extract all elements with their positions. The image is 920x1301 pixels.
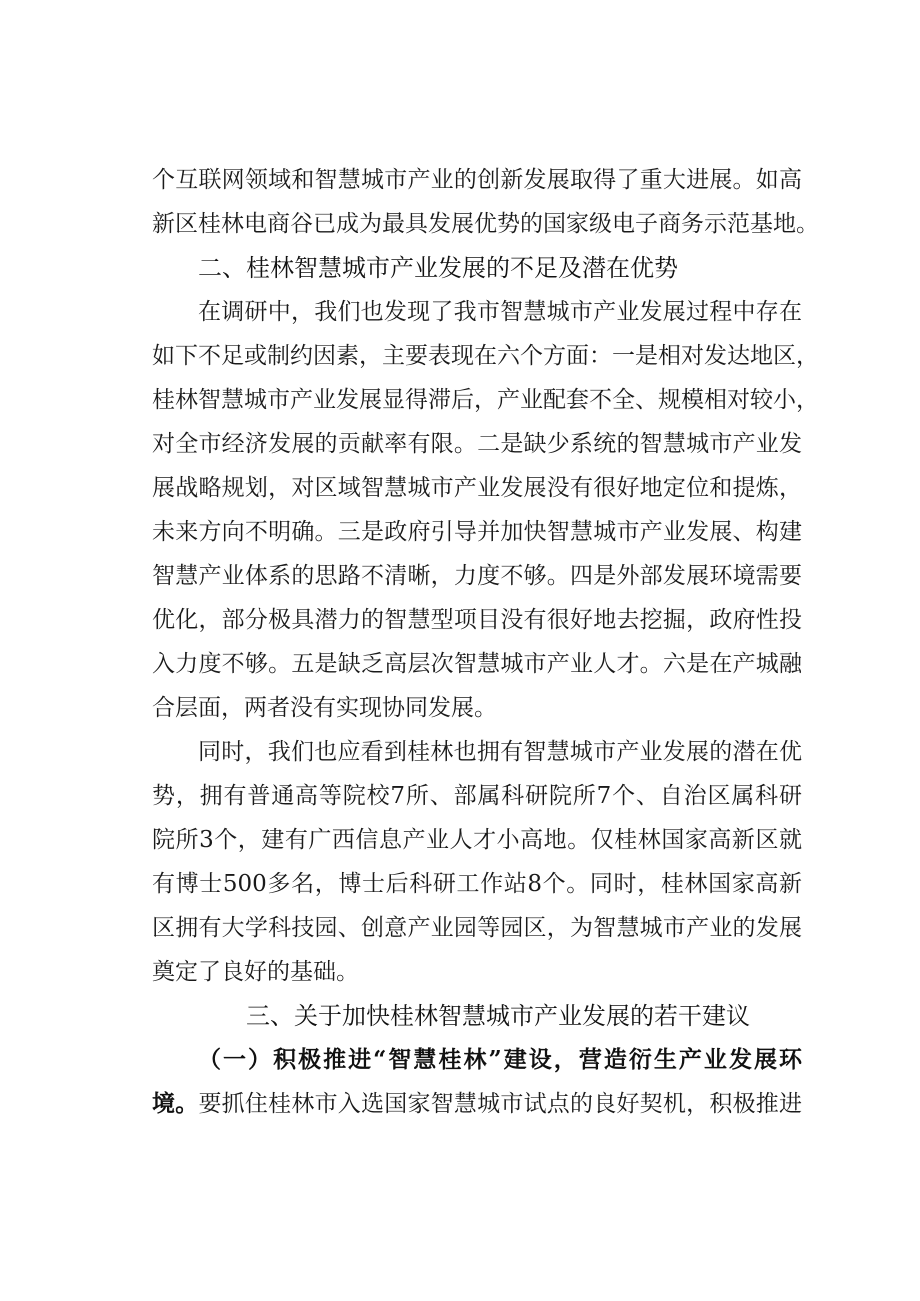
paragraph-line: 院所3个，建有广西信息产业人才小高地。仅桂林国家高新区就	[152, 827, 802, 853]
section-heading: 二、桂林智慧城市产业发展的不足及潜在优势	[198, 254, 678, 282]
paragraph-text: 要抓住桂林市入选国家智慧城市试点的良好契机，积极推进	[198, 1091, 803, 1117]
paragraph-line: 桂林智慧城市产业发展显得滞后，产业配套不全、规模相对较小，	[152, 387, 819, 413]
subsection-heading: （一）积极推进“智慧桂林”建设，营造衍生产业发展环	[198, 1046, 802, 1073]
paragraph-line: 入力度不够。五是缺乏高层次智慧城市产业人才。六是在产城融	[152, 651, 802, 677]
paragraph-line: 奠定了良好的基础。	[152, 959, 359, 985]
paragraph-line: 在调研中，我们也发现了我市智慧城市产业发展过程中存在	[198, 299, 802, 325]
paragraph-line: 合层面，两者没有实现协同发展。	[152, 695, 497, 721]
paragraph-line: 未来方向不明确。三是政府引导并加快智慧城市产业发展、构建	[152, 519, 802, 545]
paragraph-line: 智慧产业体系的思路不清晰，力度不够。四是外部发展环境需要	[152, 563, 802, 589]
paragraph-line: 展战略规划，对区域智慧城市产业发展没有很好地定位和提炼，	[152, 475, 802, 501]
section-heading: 三、关于加快桂林智慧城市产业发展的若干建议	[246, 1002, 750, 1030]
paragraph-line	[152, 1088, 802, 1120]
paragraph-line: 势，拥有普通高等院校7所、部属科研院所7个、自治区属科研	[152, 783, 802, 809]
subsection-heading-tail: 境。	[152, 1090, 199, 1117]
paragraph-line: 新区桂林电商谷已成为最具发展优势的国家级电子商务示范基地。	[152, 211, 819, 237]
paragraph-line: 区拥有大学科技园、创意产业园等园区，为智慧城市产业的发展	[152, 915, 802, 941]
paragraph-line: 优化，部分极具潜力的智慧型项目没有很好地去挖掘，政府性投	[152, 607, 802, 633]
paragraph-line: 如下不足或制约因素，主要表现在六个方面：一是相对发达地区，	[152, 343, 819, 369]
paragraph-line: 同时，我们也应看到桂林也拥有智慧城市产业发展的潜在优	[198, 739, 802, 765]
paragraph-line: 个互联网领域和智慧城市产业的创新发展取得了重大进展。如高	[152, 167, 802, 193]
paragraph-line: 对全市经济发展的贡献率有限。二是缺少系统的智慧城市产业发	[152, 431, 802, 457]
paragraph-line: 有博士500多名，博士后科研工作站8个。同时，桂林国家高新	[152, 871, 802, 897]
